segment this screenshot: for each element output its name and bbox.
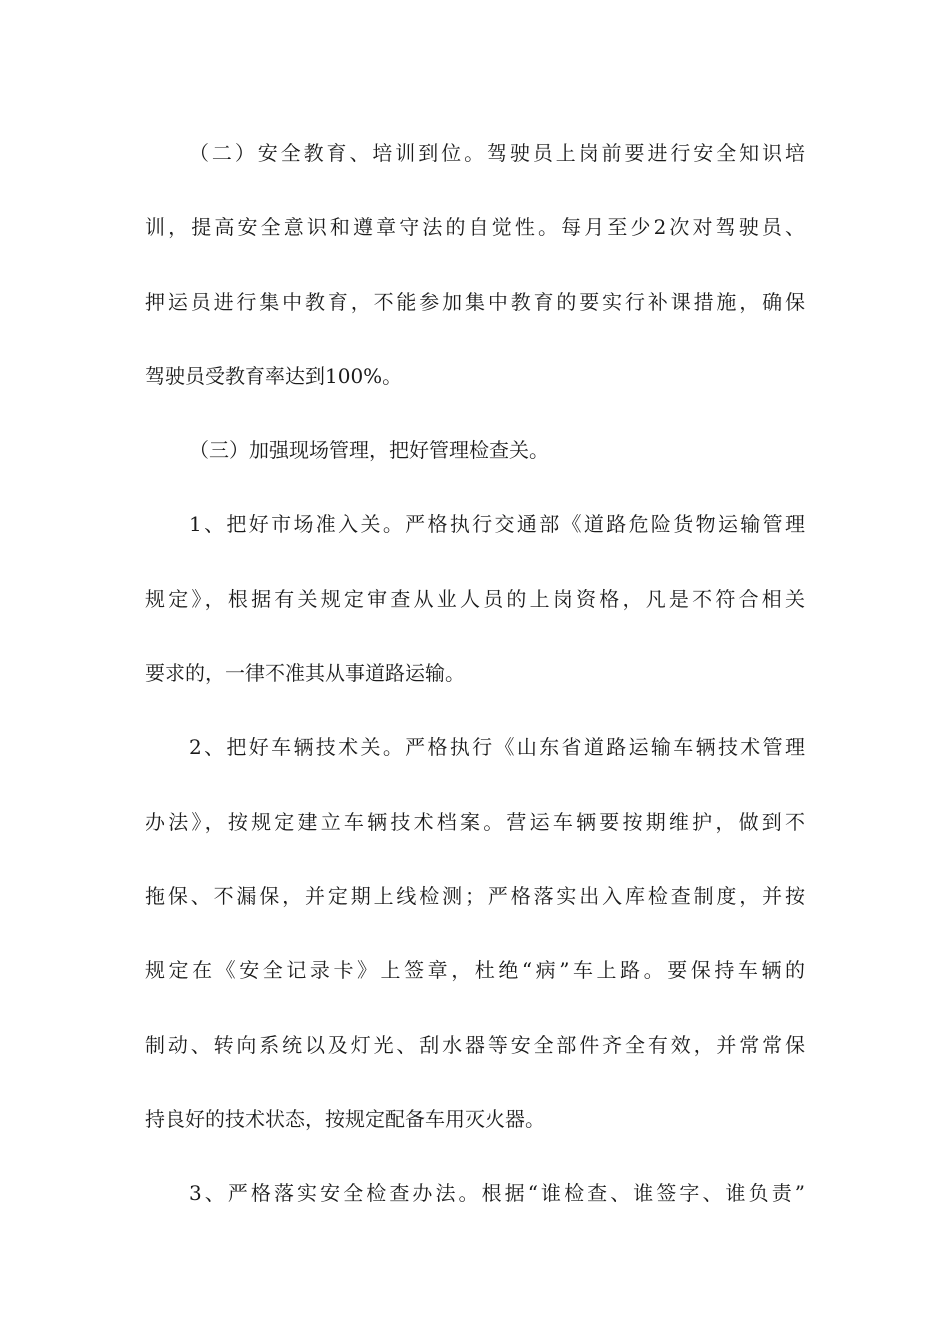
paragraph-line: 规定》，根据有关规定审查从业人员的上岗资格，凡是不符合相关	[145, 586, 805, 611]
paragraph-line: 持良好的技术状态，按规定配备车用灭火器。	[145, 1106, 545, 1131]
paragraph-line: （二）安全教育、培训到位。驾驶员上岗前要进行安全知识培	[189, 141, 805, 165]
paragraph-line: 办法》，按规定建立车辆技术档案。营运车辆要按期维护，做到不	[145, 809, 805, 834]
paragraph-line: 3、严格落实安全检查办法。根据“谁检查、谁签字、谁负责”	[189, 1181, 805, 1206]
paragraph-line: 驾驶员受教育率达到100%。	[145, 363, 403, 388]
paragraph-line: 拖保、不漏保，并定期上线检测；严格落实出入库检查制度，并按	[145, 883, 805, 908]
paragraph-line: 要求的，一律不准其从事道路运输。	[145, 661, 465, 686]
section-heading: （三）加强现场管理，把好管理检查关。	[189, 438, 549, 463]
paragraph-line: 制动、转向系统以及灯光、刮水器等安全部件齐全有效，并常常保	[145, 1032, 805, 1057]
paragraph-line: 押运员进行集中教育，不能参加集中教育的要实行补课措施，确保	[145, 289, 805, 314]
paragraph-line: 规定在《安全记录卡》上签章，杜绝“病”车上路。要保持车辆的	[145, 958, 805, 983]
paragraph-line: 训，提高安全意识和遵章守法的自觉性。每月至少2次对驾驶员、	[145, 215, 805, 240]
paragraph-line: 1、把好市场准入关。严格执行交通部《道路危险货物运输管理	[189, 512, 805, 537]
paragraph-line: 2、把好车辆技术关。严格执行《山东省道路运输车辆技术管理	[189, 735, 805, 760]
document-body	[145, 133, 810, 1247]
